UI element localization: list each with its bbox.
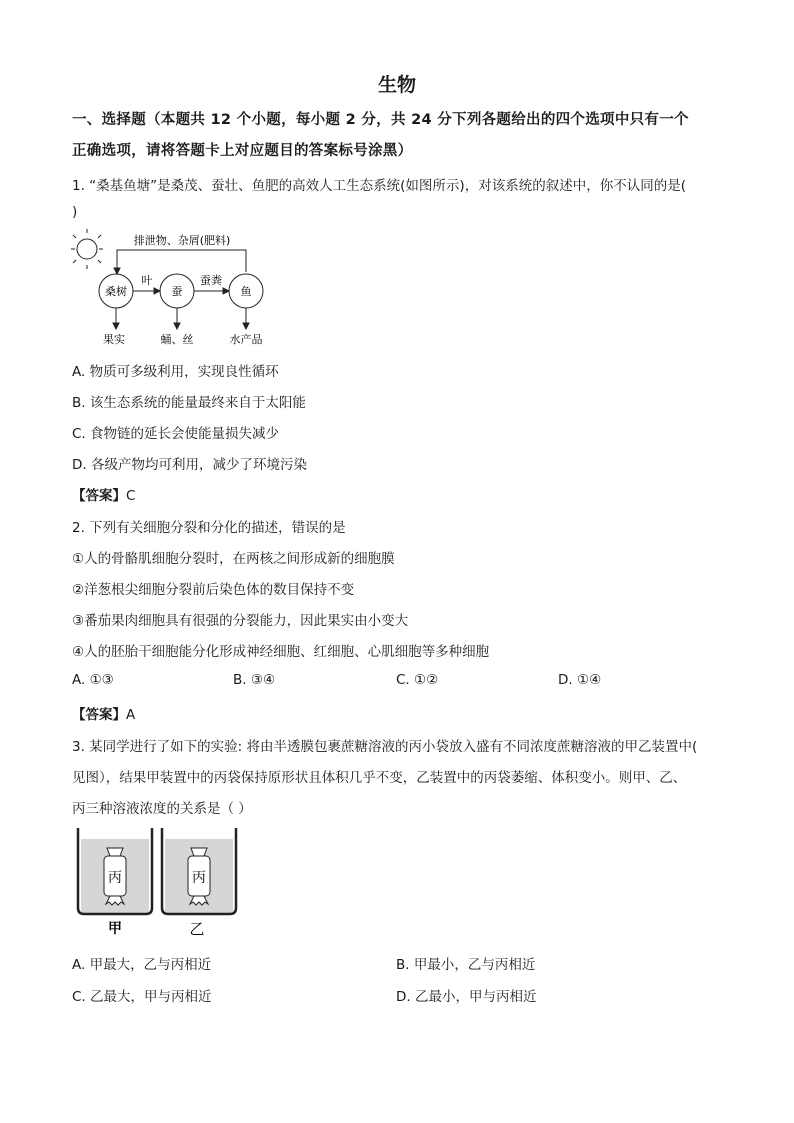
q2-answer-value: A xyxy=(126,707,136,723)
q2-statement-4: ④人的胚胎干细胞能分化形成神经细胞、红细胞、心肌细胞等多种细胞 xyxy=(72,644,490,660)
q1-answer-value: C xyxy=(126,488,136,504)
feedback-label: 排泄物、杂屑(肥料) xyxy=(133,234,231,247)
q3-option-d: D. 乙最小，甲与丙相近 xyxy=(396,989,537,1005)
node-mulberry-label: 桑树 xyxy=(105,285,127,298)
arrow-leaf-label: 叶 xyxy=(141,274,153,287)
q3-option-b: B. 甲最小，乙与丙相近 xyxy=(396,957,536,973)
q3-stem-line3: 丙三种溶液浓度的关系是（ ） xyxy=(72,801,252,817)
q3-stem-line1: 3. 某同学进行了如下的实验: 将由半透膜包裹蔗糖溶液的丙小袋放入盛有不同浓度蔗糖溶液的甲乙装置中( xyxy=(72,739,698,755)
mulberry-fish-pond-diagram xyxy=(70,228,280,350)
output-aquatic: 水产品 xyxy=(229,333,263,346)
section-heading-line2: 正确选项，请将答题卡上对应题目的答案标号涂黑） xyxy=(72,143,413,159)
q2-option-c: C. ①② xyxy=(396,672,439,688)
q2-answer xyxy=(72,703,135,723)
q2-statement-3: ③番茄果肉细胞具有很强的分裂能力，因此果实由小变大 xyxy=(72,613,409,629)
bag-jia-label: 丙 xyxy=(108,870,122,886)
q1-option-c: C. 食物链的延长会使能量损失减少 xyxy=(72,426,280,442)
output-silk: 蛹、丝 xyxy=(160,333,194,346)
q1-stem-line2: ) xyxy=(72,204,78,220)
q1-answer-label: 【答案】 xyxy=(72,488,126,504)
q2-statement-2: ②洋葱根尖细胞分裂前后染色体的数目保持不变 xyxy=(72,582,355,598)
q3-stem-line2: 见图），结果甲装置中的丙袋保持原形状且体积几乎不变，乙装置中的丙袋萎缩、体积变小。则甲、乙、 xyxy=(72,770,687,786)
sun-icon xyxy=(71,229,103,269)
q2-option-a: A. ①③ xyxy=(72,672,114,688)
page-title: 生物 xyxy=(377,74,416,96)
beaker-yi-label: 乙 xyxy=(189,920,205,938)
feedback-arrow xyxy=(117,250,246,272)
q2-answer-label: 【答案】 xyxy=(72,707,126,723)
q1-option-b: B. 该生态系统的能量最终来自于太阳能 xyxy=(72,395,306,411)
node-fish-label: 鱼 xyxy=(240,285,252,298)
node-silkworm-label: 蚕 xyxy=(171,285,183,298)
q2-statement-1: ①人的骨骼肌细胞分裂时，在两核之间形成新的细胞膜 xyxy=(72,551,395,567)
q3-option-c: C. 乙最大，甲与丙相近 xyxy=(72,989,212,1005)
osmosis-beakers-diagram xyxy=(70,826,250,942)
beaker-jia xyxy=(78,828,152,914)
section-heading-line1: 一、选择题（本题共 12 个小题，每小题 2 分，共 24 分下列各题给出的四个选项中只有一个 xyxy=(72,112,689,128)
q2-stem: 2. 下列有关细胞分裂和分化的描述，错误的是 xyxy=(72,520,346,536)
q1-stem-line1: 1. “桑基鱼塘”是桑茂、蚕壮、鱼肥的高效人工生态系统(如图所示)，对该系统的叙述中，你不认同的是( xyxy=(72,178,686,194)
q1-option-a: A. 物质可多级利用，实现良性循环 xyxy=(72,364,279,380)
q1-answer xyxy=(72,484,135,504)
q1-option-d: D. 各级产物均可利用，减少了环境污染 xyxy=(72,457,307,473)
bag-yi-label: 丙 xyxy=(192,870,206,886)
beaker-yi xyxy=(162,828,236,914)
arrow-feces-label: 蚕粪 xyxy=(200,274,222,287)
q2-option-b: B. ③④ xyxy=(233,672,276,688)
q2-option-d: D. ①④ xyxy=(558,672,602,688)
output-fruit: 果实 xyxy=(103,333,125,346)
beaker-jia-label: 甲 xyxy=(108,921,122,937)
q3-option-a: A. 甲最大，乙与丙相近 xyxy=(72,957,212,973)
